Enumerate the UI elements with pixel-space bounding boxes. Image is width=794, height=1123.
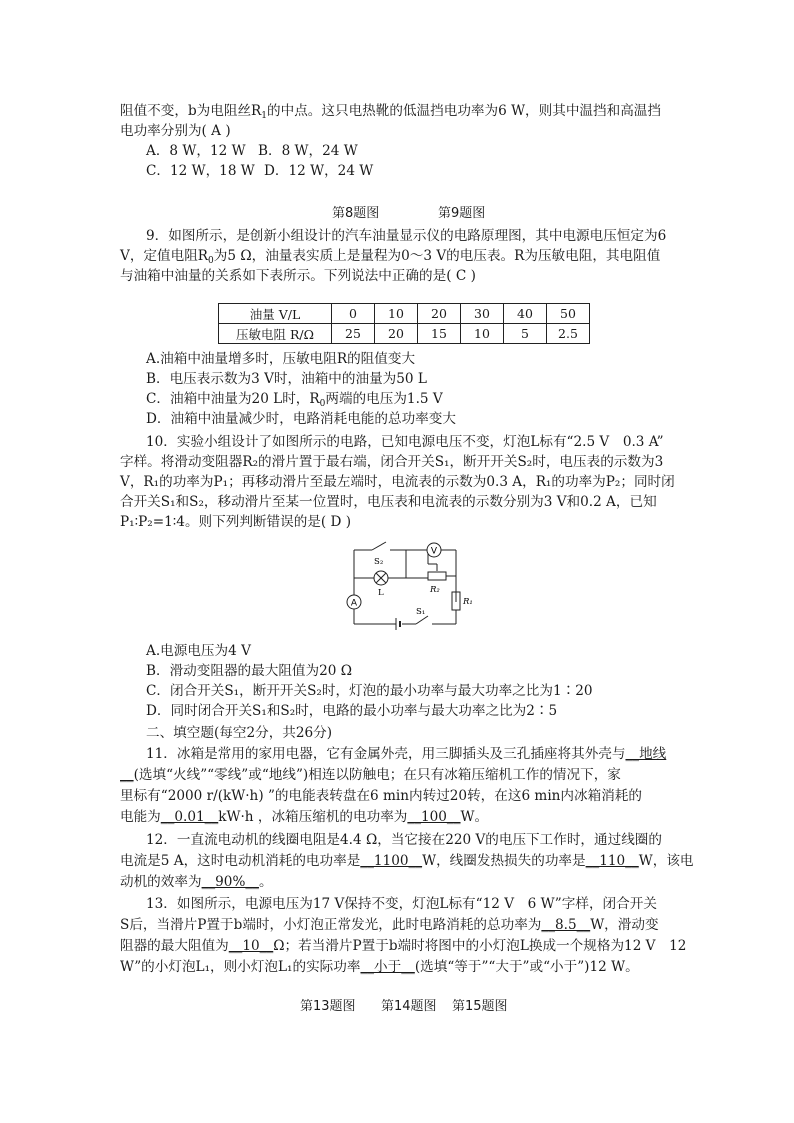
q8-line1: 阻值不变，b为电阻丝$R_1$的中点。这只电热靴的低温挡电功率为6 W，则其中温挡和高温挡 xyxy=(120,103,661,121)
q9-line1: 9．如图所示，是创新小组设计的汽车油量显示仪的电路原理图，其中电源电压恒定为6 xyxy=(146,228,667,244)
q10-line2: 字样。将滑动变阻器R₂的滑片置于最右端，闭合开关S₁，断开开关S₂时，电压表的示数为3 xyxy=(120,454,664,470)
q13-answer-2: __10__ xyxy=(228,938,274,954)
fig13-caption: 第13题图 xyxy=(300,999,356,1014)
table-cell: 20 xyxy=(418,304,461,324)
q9-option-a: A.油箱中油量增多时，压敏电阻R的阻值变大 xyxy=(146,351,416,367)
q10-option-b: B．滑动变阻器的最大阻值为20 Ω xyxy=(146,663,353,679)
voltmeter-icon xyxy=(427,543,441,557)
q10-option-d: D．同时闭合开关S₁和S₂时，电路的最小功率与最大功率之比为2∶5 xyxy=(146,703,558,719)
q9-table xyxy=(218,303,590,344)
table-cell: 10 xyxy=(461,324,504,344)
q12-answer-1: __1100__ xyxy=(360,853,423,869)
q9-line2: V，定值电阻$R_0$为5 Ω，油量表实质上是量程为0～3 V的电压表。R为压敏电阻，其电阻值 xyxy=(120,248,661,266)
q8-option-c: C．12 W，18 W xyxy=(146,163,255,179)
q13-answer-3: __小于__ xyxy=(360,959,415,975)
fig15-caption: 第15题图 xyxy=(452,999,508,1014)
q12-answer-3: __90%__ xyxy=(201,874,259,890)
q11-answer-1: __地线 xyxy=(625,746,667,762)
q13-line2: S后，当滑片P置于b端时，小灯泡正常发光，此时电路消耗的总功率为__8.5__W，滑动变 xyxy=(120,917,659,933)
svg-text:A: A xyxy=(350,598,358,609)
table-cell: 50 xyxy=(547,304,590,324)
q10-circuit-diagram xyxy=(344,538,474,636)
q8-option-b: B．8 W，24 W xyxy=(258,143,358,159)
q9-option-b: B．电压表示数为3 V时，油箱中的油量为50 L xyxy=(146,371,427,387)
label-s1: S₁ xyxy=(416,607,426,617)
label-l: L xyxy=(378,588,384,598)
q8-line2: 电功率分别为( A ) xyxy=(120,123,231,139)
ammeter-icon xyxy=(347,595,361,609)
q10-line5: P₁∶P₂=1∶4。则下列判断错误的是( D ) xyxy=(120,514,352,530)
table-cell: 20 xyxy=(375,324,418,344)
q11-answer-3: __100__ xyxy=(407,809,461,825)
table-cell: 25 xyxy=(332,324,375,344)
lamp-icon xyxy=(374,571,388,585)
fig8-caption: 第8题图 xyxy=(332,206,380,221)
q11-answer-2: __0.01__ xyxy=(160,809,219,825)
fig9-caption: 第9题图 xyxy=(438,206,486,221)
q12-line1: 12．一直流电动机的线圈电阻是4.4 Ω，当它接在220 V的电压下工作时，通过线圈的 xyxy=(146,832,662,848)
q13-line4: W”的小灯泡L₁，则小灯泡L₁的实际功率__小于__(选填“等于”“大于”或“小于”)12 W。 xyxy=(120,959,639,975)
q10-line3: V，R₁的功率为P₁；再移动滑片至最左端时，电流表的示数为0.3 A，R₁的功率为P₂；同时闭 xyxy=(120,474,675,490)
table-cell: 5 xyxy=(504,324,547,344)
label-r2: R₂ xyxy=(430,585,440,595)
table-row xyxy=(219,304,590,324)
label-r1: R₁ xyxy=(463,597,473,607)
q8-option-a: A．8 W，12 W xyxy=(146,143,246,159)
table-row xyxy=(219,324,590,344)
q9-option-d: D．油箱中油量减少时，电路消耗电能的总功率变大 xyxy=(146,411,456,427)
table-cell: 0 xyxy=(332,304,375,324)
q12-answer-2: __110__ xyxy=(585,853,639,869)
table-cell: 30 xyxy=(461,304,504,324)
table-cell: 10 xyxy=(375,304,418,324)
q13-answer-1: __8.5__ xyxy=(541,917,591,933)
section-heading: 二、填空题(每空2分，共26分) xyxy=(146,725,333,741)
q11-line3: 里标有“2000 r/(kW·h) ”的电能表转盘在6 min内转过20转，在这6 min内冰箱消耗的 xyxy=(120,788,642,804)
q13-line1: 13．如图所示，电源电压为17 V保持不变，灯泡L标有“12 V 6 W”字样，闭合开关 xyxy=(146,896,657,912)
q11-line2: __(选填“火线”“零线”或“地线”)相连以防触电；在只有冰箱压缩机工作的情况下，家 xyxy=(120,767,621,783)
q10-line1: 10．实验小组设计了如图所示的电路，已知电源电压不变，灯泡L标有“2.5 V 0.3 A” xyxy=(146,434,664,450)
q11-line4: 电能为__0.01__kW·h ，冰箱压缩机的电功率为__100__W。 xyxy=(120,809,489,825)
q10-option-c: C．闭合开关S₁，断开开关S₂时，灯泡的最小功率与最大功率之比为1∶20 xyxy=(146,683,593,699)
table-header-cell: 压敏电阻 R/Ω xyxy=(219,324,332,344)
q9-line3: 与油箱中油量的关系如下表所示。下列说法中正确的是( C ) xyxy=(120,268,476,284)
label-s2: S₂ xyxy=(374,557,384,567)
table-header-cell: 油量 V/L xyxy=(219,304,332,324)
q13-line3: 阻器的最大阻值为__10__Ω；若当滑片P置于b端时将图中的小灯泡L换成一个规格为12 V 12 xyxy=(120,938,687,954)
q10-option-a: A.电源电压为4 V xyxy=(146,643,251,659)
q8-option-d: D．12 W，24 W xyxy=(264,163,374,179)
table-cell: 40 xyxy=(504,304,547,324)
q10-line4: 合开关S₁和S₂，移动滑片至某一位置时，电压表和电流表的示数分别为3 V和0.2 A，已知 xyxy=(120,494,657,510)
q9-option-c: C．油箱中油量为20 L时，$R_0$两端的电压为1.5 V xyxy=(146,391,443,409)
fig14-caption: 第14题图 xyxy=(381,999,437,1014)
q12-line3: 动机的效率为__90%__。 xyxy=(120,874,273,890)
q11-line1: 11．冰箱是常用的家用电器，它有金属外壳，用三脚插头及三孔插座将其外壳与__地线 xyxy=(146,746,667,762)
svg-text:V: V xyxy=(430,546,438,557)
table-cell: 15 xyxy=(418,324,461,344)
q12-line2: 电流是5 A，这时电动机消耗的电功率是__1100__W，线圈发热损失的功率是__110__W，该电 xyxy=(120,853,694,869)
table-cell: 2.5 xyxy=(547,324,590,344)
